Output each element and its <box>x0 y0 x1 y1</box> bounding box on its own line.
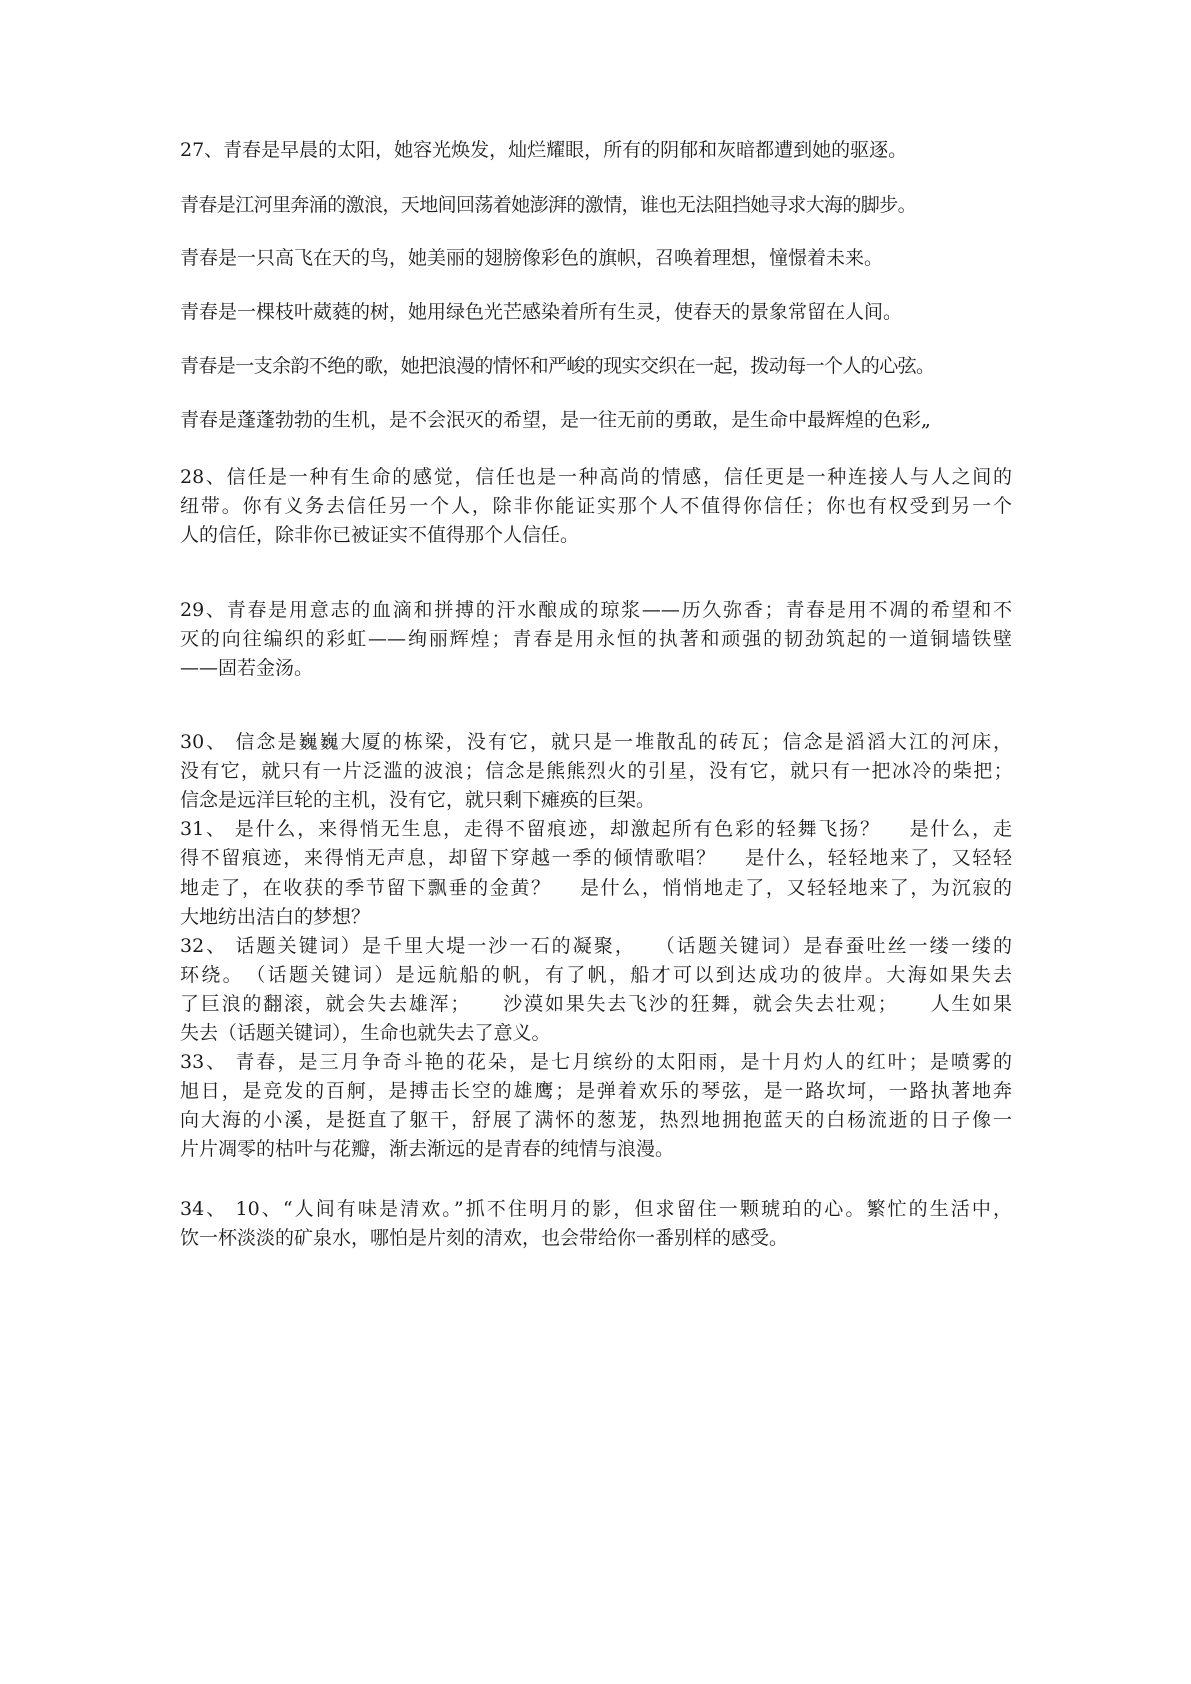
text-line: 32、 话题关键词）是千里大堤一沙一石的凝聚， （话题关键词）是春蚕吐丝一缕一缕的 <box>180 935 1012 957</box>
text-line: 28、信任是一种有生命的感觉，信任也是一种高尚的情感，信任更是一种连接人与人之间的 <box>180 466 1012 488</box>
text-line: 信念是远洋巨轮的主机，没有它，就只剩下瘫痪的巨架。 <box>180 789 656 811</box>
text-line: 30、 信念是巍巍大厦的栋梁，没有它，就只是一堆散乱的砖瓦；信念是滔滔大江的河床， <box>180 731 1012 753</box>
text-line: 旭日，是竞发的百舸，是搏击长空的雄鹰；是弹着欢乐的琴弦，是一路坎坷，一路执著地奔 <box>180 1080 1012 1102</box>
text-line: 34、 10、“人间有味是清欢。”抓不住明月的影，但求留住一颗琥珀的心。繁忙的生活中， <box>180 1198 1012 1220</box>
text-line: 得不留痕迹，来得悄无声息，却留下穿越一季的倾情歌唱？ 是什么，轻轻地来了，又轻轻 <box>180 847 1012 869</box>
text-line: ——固若金汤。 <box>180 657 314 679</box>
text-line: 片片凋零的枯叶与花瓣，渐去渐远的是青春的纯情与浪漫。 <box>180 1138 675 1160</box>
text-line: 了巨浪的翻滚，就会失去雄浑； 沙漠如果失去飞沙的狂舞，就会失去壮观； 人生如果 <box>180 993 1012 1015</box>
text-line: 青春是一只高飞在天的鸟，她美丽的翅膀像彩色的旗帜，召唤着理想，憧憬着未来。 <box>180 247 884 269</box>
text-line: 地走了，在收获的季节留下飘垂的金黄？ 是什么，悄悄地走了，又轻轻地来了，为沉寂的 <box>180 877 1012 899</box>
text-line: 人的信任，除非你已被证实不值得那个人信任。 <box>180 524 580 546</box>
text-line: 大地纺出洁白的梦想？ <box>180 906 371 928</box>
text-line: 青春是一支余韵不绝的歌，她把浪漫的情怀和严峻的现实交织在一起，拨动每一个人的心弦。 <box>180 355 935 377</box>
text-line: 27、青春是早晨的太阳，她容光焕发，灿烂耀眼，所有的阴郁和灰暗都遭到她的驱逐。 <box>180 139 908 161</box>
text-line: 31、 是什么，来得悄无生息，走得不留痕迹，却激起所有色彩的轻舞飞扬？ 是什么，走 <box>180 818 1012 840</box>
text-line: 灭的向往编织的彩虹——绚丽辉煌；青春是用永恒的执著和顽强的韧劲筑起的一道铜墙铁壁 <box>180 628 1012 650</box>
text-line: 没有它，就只有一片泛滥的波浪；信念是熊熊烈火的引星，没有它，就只有一把冰冷的柴把； <box>180 760 1012 782</box>
text-line: 青春是一棵枝叶葳蕤的树，她用绿色光芒感染着所有生灵，使春天的景象常留在人间。 <box>180 301 903 323</box>
text-line: 失去（话题关键词），生命也就失去了意义。 <box>180 1022 551 1044</box>
text-line: 青春是蓬蓬勃勃的生机，是不会泯灭的希望，是一往无前的勇敢，是生命中最辉煌的色彩„ <box>180 409 931 431</box>
text-line: 向大海的小溪，是挺直了躯干，舒展了满怀的葱茏，热烈地拥抱蓝天的白杨流逝的日子像一 <box>180 1109 1012 1131</box>
text-line: 环绕。 （话题关键词）是远航船的帆，有了帆，船才可以到达成功的彼岸。大海如果失去 <box>180 964 1012 986</box>
text-line: 饮一杯淡淡的矿泉水，哪怕是片刻的清欢，也会带给你一番别样的感受。 <box>180 1227 789 1249</box>
text-line: 纽带。你有义务去信任另一个人，除非你能证实那个人不值得你信任；你也有权受到另一个 <box>180 495 1012 517</box>
text-line: 青春是江河里奔涌的激浪，天地间回荡着她澎湃的激情，谁也无法阻挡她寻求大海的脚步。 <box>180 194 917 216</box>
text-line: 29、青春是用意志的血滴和拼搏的汗水酿成的琼浆——历久弥香；青春是用不凋的希望和不 <box>180 599 1012 621</box>
text-line: 33、 青春，是三月争奇斗艳的花朵，是七月缤纷的太阳雨，是十月灼人的红叶；是喷雾的 <box>180 1051 1012 1073</box>
